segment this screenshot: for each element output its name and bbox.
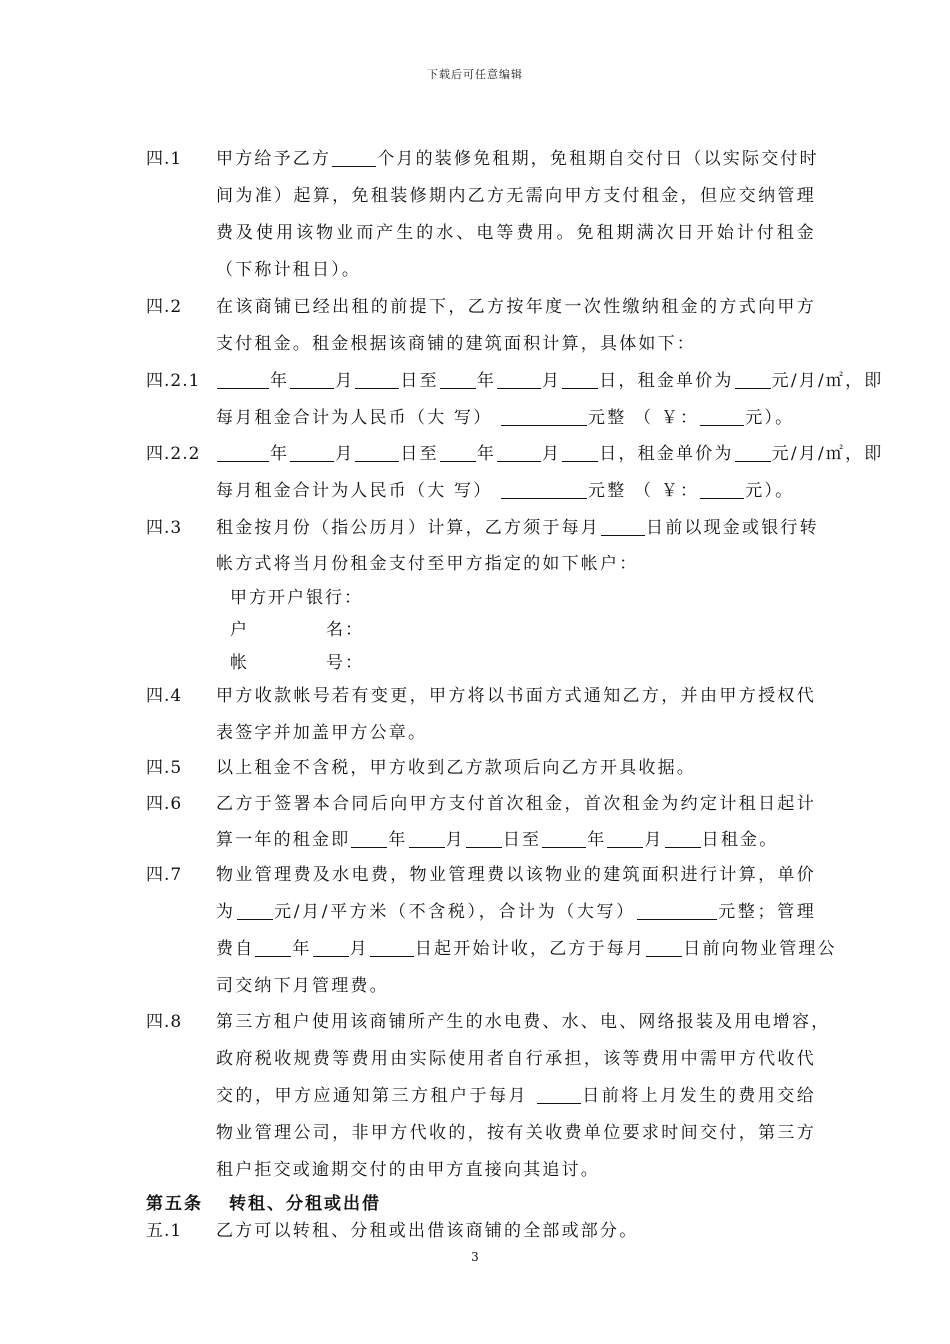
clause-number: 四.4 xyxy=(146,686,183,706)
clause-number: 四.3 xyxy=(146,518,183,538)
clause-number: 四.7 xyxy=(146,865,183,885)
clause-number: 四.5 xyxy=(146,758,183,778)
blank-field xyxy=(332,146,376,167)
article-5-title: 第五条 转租、分租或出借 xyxy=(146,1194,381,1214)
account-name-label: 户 名： xyxy=(230,620,364,640)
clause-number: 四.8 xyxy=(146,1012,183,1032)
page-number: 3 xyxy=(471,1250,479,1264)
account-number-label: 帐 号： xyxy=(230,653,364,673)
page-header: 下载后可任意编辑 xyxy=(427,68,523,81)
clause-number: 四.2.2 xyxy=(146,444,201,464)
clause-number: 四.1 xyxy=(146,149,183,169)
bank-name-label: 甲方开户银行： xyxy=(230,588,363,608)
clause-number: 四.6 xyxy=(146,794,183,814)
clause-number: 四.2 xyxy=(146,297,183,317)
clause-number: 四.2.1 xyxy=(146,371,201,391)
clause-number: 五.1 xyxy=(146,1221,183,1241)
